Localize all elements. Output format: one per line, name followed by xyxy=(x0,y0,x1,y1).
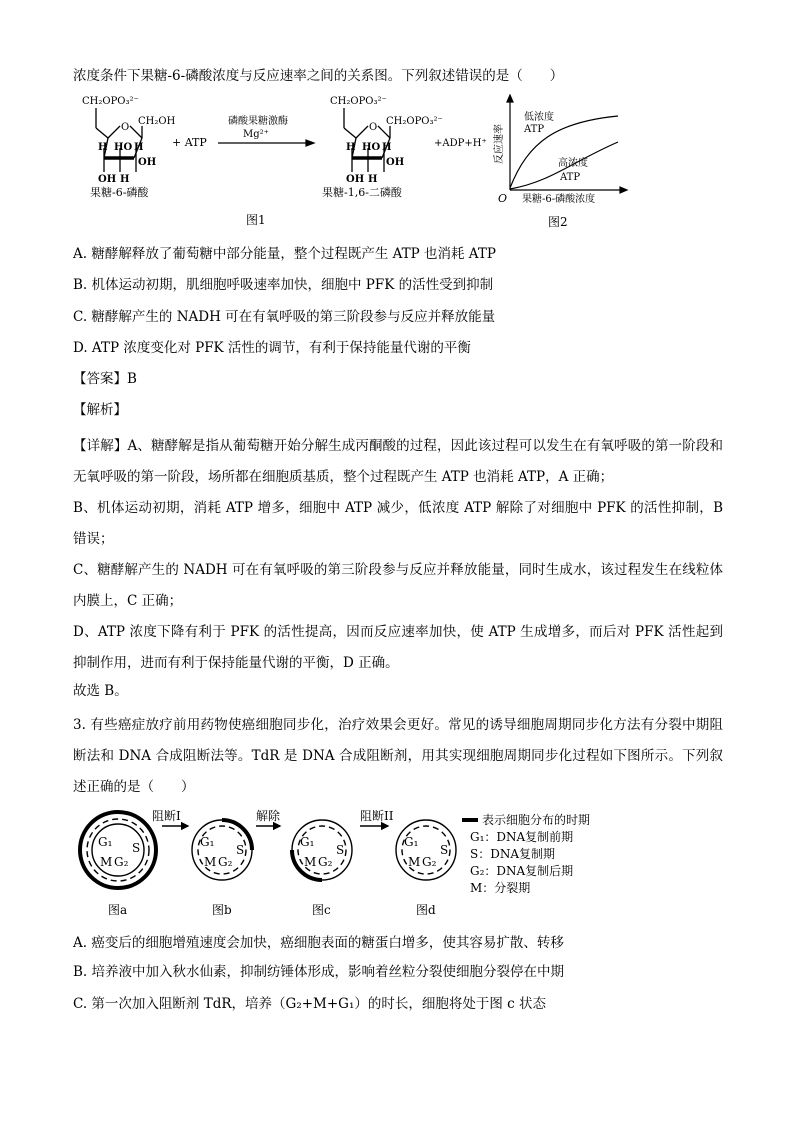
svg-text:G₂: G₂ xyxy=(114,855,129,869)
product-ch2opo3-left: CH₂OPO₃²⁻ xyxy=(330,96,387,107)
q3-option-b: B. 培养液中加入秋水仙素，抑制纺锤体形成，影响着丝粒分裂使细胞分裂停在中期 xyxy=(73,964,565,980)
origin-label: O xyxy=(498,192,508,205)
y-axis-label: 反应速率 xyxy=(494,124,505,164)
caption-d: 图d xyxy=(416,903,436,917)
product-oh-right: OH xyxy=(386,157,405,168)
svg-text:S: S xyxy=(336,843,345,857)
reactant-h-left: H xyxy=(98,142,108,153)
svg-text:M: M xyxy=(408,855,421,869)
legend-line-4: M：分裂期 xyxy=(470,881,531,895)
products-label: +ADP+H⁺ xyxy=(434,138,487,149)
svg-text:G₁: G₁ xyxy=(404,835,419,849)
q2-option-b: B. 机体运动初期，肌细胞呼吸速率加快，细胞中 PFK 的活性受到抑制 xyxy=(73,277,494,293)
conclusion: 故选 B。 xyxy=(73,683,128,699)
svg-text:S: S xyxy=(440,843,449,857)
fructose-6-phosphate-structure xyxy=(96,108,142,172)
caption-b: 图b xyxy=(212,903,232,917)
reactant-oh-right: OH xyxy=(138,157,157,168)
enzyme-label: 磷酸果糖激酶 xyxy=(228,116,288,127)
product-ch2opo3-right: CH₂OPO₃²⁻ xyxy=(386,116,443,127)
product-h-right: H xyxy=(382,142,392,153)
figure-2-caption: 图2 xyxy=(548,215,568,229)
svg-text:G₂: G₂ xyxy=(218,855,233,869)
reactant-name: 果糖-6-磷酸 xyxy=(90,186,149,199)
low-atp-label-2: ATP xyxy=(524,124,545,135)
svg-text:S: S xyxy=(132,841,141,855)
reactant-h-right: H xyxy=(134,142,144,153)
figure-2-rate-graph xyxy=(488,94,638,232)
reactant-h-bottom: H xyxy=(120,174,130,185)
product-name: 果糖-1,6-二磷酸 xyxy=(322,186,402,199)
q2-option-d: D. ATP 浓度变化对 PFK 活性的调节，有利于保持能量代谢的平衡 xyxy=(73,340,471,356)
mg-label: Mg²⁺ xyxy=(243,129,269,140)
reactant-ch2opo3: CH₂OPO₃²⁻ xyxy=(82,96,139,107)
svg-text:M: M xyxy=(304,855,317,869)
svg-text:M: M xyxy=(100,855,113,869)
legend-line-3: G₂：DNA复制后期 xyxy=(470,864,574,878)
high-atp-label-2: ATP xyxy=(560,172,581,183)
plus-atp: + ATP xyxy=(172,136,207,149)
arrow-block-1: 阻断I xyxy=(152,809,181,823)
q3-stem: 3. 有些癌症放疗前用药物使癌细胞同步化，治疗效果会更好。常见的诱导细胞周期同步化方法有分裂中期阻断法和 DNA 合成阻断法等。TdR 是 DNA 合成阻断剂，用其实现细胞周期同步化过程如下图所示。下列叙述正确的是（ ） xyxy=(73,717,723,795)
legend-line-2: S：DNA复制期 xyxy=(470,847,556,861)
figure-1-caption: 图1 xyxy=(246,213,266,227)
q3-option-c: C. 第一次加入阻断剂 TdR，培养（G₂+M+G₁）的时长，细胞将处于图 c 状态 xyxy=(73,996,547,1012)
svg-text:G₂: G₂ xyxy=(422,855,437,869)
x-axis-label: 果糖-6-磷酸浓度 xyxy=(522,194,596,205)
svg-text:G₁: G₁ xyxy=(98,835,113,849)
q3-option-a: A. 癌变后的细胞增殖速度会加快，癌细胞表面的糖蛋白增多，使其容易扩散、转移 xyxy=(73,935,564,951)
reactant-oh-bottom: OH xyxy=(98,174,117,185)
ring-oxygen: O xyxy=(121,122,130,133)
q2-option-a: A. 糖酵解释放了葡萄糖中部分能量，整个过程既产生 ATP 也消耗 ATP xyxy=(73,246,496,262)
reaction-arrow xyxy=(218,140,314,146)
detail-a: 【详解】A、糖酵解是指从葡萄糖开始分解生成丙酮酸的过程，因此该过程可以发生在有氧呼吸的第一阶段和无氧呼吸的第一阶段，场所都在细胞质基质，整个过程既产生 ATP 也消耗 ATP，A 正确； xyxy=(73,438,723,485)
ring-oxygen-2: O xyxy=(369,122,378,133)
high-atp-label-1: 高浓度 xyxy=(558,158,588,169)
cycle-a xyxy=(80,812,156,888)
arrow-block-2: 阻断II xyxy=(360,809,394,823)
caption-c: 图c xyxy=(312,903,331,917)
product-oh-bottom: OH xyxy=(346,174,365,185)
detail-c: C、糖酵解产生的 NADH 可在有氧呼吸的第三阶段参与反应并释放能量，同时生成水，该过程发生在线粒体内膜上，C 正确； xyxy=(73,562,723,609)
arrow-release: 解除 xyxy=(256,809,281,823)
detail-b: B、机体运动初期，消耗 ATP 增多，细胞中 ATP 减少，低浓度 ATP 解除了对细胞中 PFK 的活性抑制，B 错误； xyxy=(73,500,723,547)
caption-a: 图a xyxy=(108,903,128,917)
q2-option-c: C. 糖酵解产生的 NADH 可在有氧呼吸的第三阶段参与反应并释放能量 xyxy=(73,309,496,325)
product-h-left: H xyxy=(346,142,356,153)
reactant-ho: HO xyxy=(114,142,133,153)
svg-text:G₁: G₁ xyxy=(300,835,315,849)
legend-line-0: 表示细胞分布的时期 xyxy=(482,813,591,827)
fructose-1-6-bisphosphate-structure xyxy=(344,108,390,172)
low-atp-label-1: 低浓度 xyxy=(524,112,554,123)
product-ho: HO xyxy=(362,142,381,153)
detail-d: D、ATP 浓度下降有利于 PFK 的活性提高，因而反应速率加快，使 ATP 生成增多，而后对 PFK 活性起到抑制作用，进而有利于保持能量代谢的平衡，D 正确。 xyxy=(73,624,723,671)
product-h-bottom: H xyxy=(368,174,378,185)
answer-label: 【答案】B xyxy=(73,371,137,387)
analysis-title: 【解析】 xyxy=(73,402,127,418)
svg-text:G₁: G₁ xyxy=(200,835,215,849)
svg-text:G₂: G₂ xyxy=(318,855,333,869)
figure-1-reaction xyxy=(78,90,498,230)
svg-text:S: S xyxy=(236,843,245,857)
question-intro: 浓度条件下果糖-6-磷酸浓度与反应速率之间的关系图。下列叙述错误的是（ ） xyxy=(73,68,564,84)
reactant-ch2oh: CH₂OH xyxy=(138,116,176,127)
cell-cycle-figure xyxy=(70,808,640,920)
svg-text:M: M xyxy=(204,855,217,869)
legend-line-1: G₁：DNA复制前期 xyxy=(470,830,574,844)
